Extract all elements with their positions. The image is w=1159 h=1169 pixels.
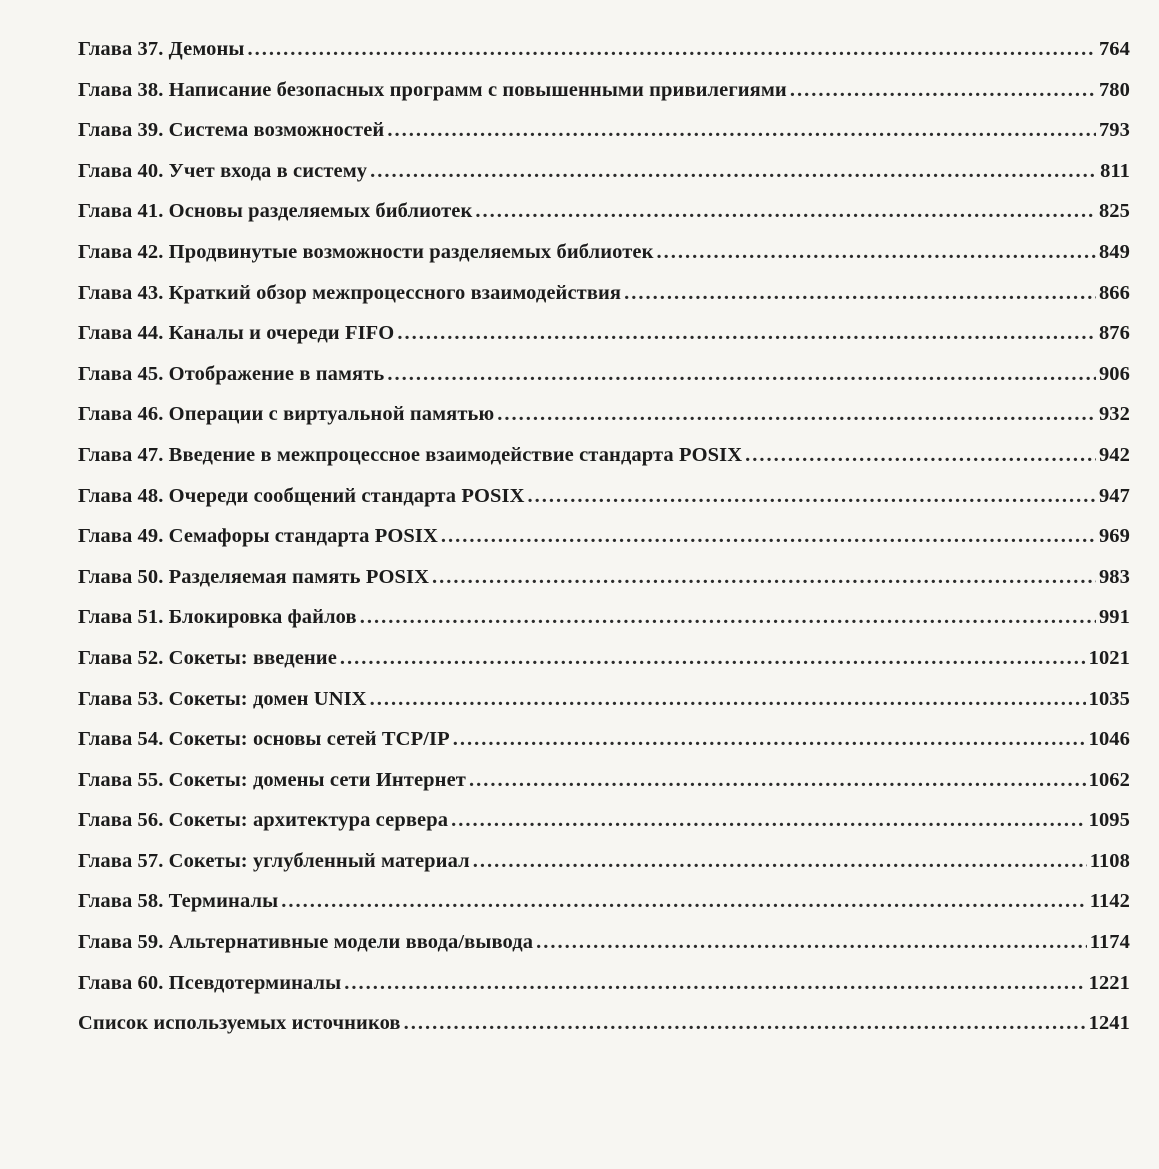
- toc-entry-ch55[interactable]: [78, 769, 1130, 810]
- toc-leader-dots: [790, 79, 1096, 102]
- toc-title: Глава 42. Продвинутые возможности разделяемых библиотек: [78, 240, 654, 263]
- table-of-contents: [78, 38, 1130, 1053]
- toc-title: Глава 37. Демоны: [78, 38, 245, 60]
- toc-title: Глава 49. Семафоры стандарта POSIX: [78, 525, 438, 548]
- toc-title: Глава 44. Каналы и очереди FIFO: [78, 322, 395, 345]
- toc-page-number: 1035: [1088, 687, 1130, 710]
- toc-entry-ch45[interactable]: [78, 363, 1130, 404]
- toc-leader-dots: [536, 931, 1087, 954]
- toc-leader-dots: [387, 119, 1096, 142]
- toc-title: Глава 55. Сокеты: домены сети Интернет: [78, 768, 466, 791]
- toc-page-number: 811: [1100, 159, 1130, 182]
- toc-page-number: 932: [1098, 403, 1130, 426]
- toc-leader-dots: [451, 809, 1086, 832]
- toc-leader-dots: [432, 566, 1096, 589]
- toc-title: Глава 54. Сокеты: основы сетей TCP/IP: [78, 728, 450, 751]
- toc-page-number: 1221: [1088, 971, 1130, 994]
- toc-page-number: 1095: [1088, 809, 1130, 832]
- toc-entry-ch57[interactable]: [78, 850, 1130, 891]
- toc-entry-ch54[interactable]: [78, 728, 1130, 769]
- toc-leader-dots: [745, 444, 1096, 467]
- toc-title: Глава 59. Альтернативные модели ввода/вывода: [78, 931, 534, 954]
- toc-leader-dots: [624, 282, 1096, 305]
- toc-entry-ch38[interactable]: [78, 79, 1130, 120]
- toc-entry-ch51[interactable]: [78, 606, 1130, 647]
- toc-page-number: 1062: [1088, 768, 1130, 791]
- toc-page-number: 1021: [1088, 646, 1130, 669]
- toc-leader-dots: [528, 485, 1096, 508]
- toc-entry-ch59[interactable]: [78, 931, 1130, 972]
- toc-leader-dots: [344, 972, 1085, 995]
- toc-entry-ch53[interactable]: [78, 688, 1130, 729]
- toc-title: Глава 58. Терминалы: [78, 890, 279, 913]
- toc-page-number: 991: [1098, 606, 1130, 629]
- toc-page-number: 983: [1098, 565, 1130, 588]
- toc-leader-dots: [360, 606, 1096, 629]
- toc-page-number: 1174: [1089, 931, 1130, 954]
- toc-leader-dots: [281, 890, 1087, 913]
- toc-leader-dots: [397, 322, 1096, 345]
- toc-page-number: 780: [1098, 78, 1130, 101]
- toc-title: Глава 48. Очереди сообщений стандарта POSIX: [78, 484, 525, 507]
- toc-page-number: 942: [1098, 443, 1130, 466]
- toc-leader-dots: [657, 241, 1096, 264]
- toc-title: Глава 56. Сокеты: архитектура сервера: [78, 809, 449, 832]
- toc-entry-ch60[interactable]: [78, 972, 1130, 1013]
- toc-leader-dots: [453, 728, 1086, 751]
- toc-title: Глава 45. Отображение в память: [78, 362, 385, 385]
- toc-page-number: 1046: [1088, 728, 1130, 751]
- toc-title: Глава 38. Написание безопасных программ с повышенными привилегиями: [78, 78, 787, 101]
- toc-title: Глава 50. Разделяемая память POSIX: [78, 565, 429, 588]
- toc-title: Глава 52. Сокеты: введение: [78, 646, 337, 669]
- toc-leader-dots: [469, 769, 1086, 792]
- toc-page-number: 764: [1098, 38, 1130, 60]
- toc-page-number: 1108: [1089, 849, 1130, 872]
- toc-page-number: 866: [1098, 281, 1130, 304]
- toc-title: Глава 40. Учет входа в систему: [78, 159, 368, 182]
- toc-leader-dots: [370, 160, 1097, 183]
- toc-page-number: 947: [1098, 484, 1130, 507]
- toc-title: Глава 53. Сокеты: домен UNIX: [78, 687, 367, 710]
- toc-title: Глава 43. Краткий обзор межпроцессного взаимодействия: [78, 281, 622, 304]
- toc-entry-ch37[interactable]: [78, 38, 1130, 79]
- toc-leader-dots: [497, 403, 1096, 426]
- toc-entry-ch46[interactable]: [78, 403, 1130, 444]
- toc-title: Глава 51. Блокировка файлов: [78, 606, 357, 629]
- toc-entry-ch47[interactable]: [78, 444, 1130, 485]
- toc-leader-dots: [340, 647, 1086, 670]
- toc-page-number: 906: [1098, 362, 1130, 385]
- toc-page-number: 825: [1098, 200, 1130, 223]
- toc-title: Список используемых источников: [78, 1012, 401, 1035]
- toc-title: Глава 41. Основы разделяемых библиотек: [78, 200, 473, 223]
- toc-entry-ch42[interactable]: [78, 241, 1130, 282]
- toc-page-number: 1142: [1089, 890, 1130, 913]
- toc-entry-ch56[interactable]: [78, 809, 1130, 850]
- toc-entry-references[interactable]: [78, 1012, 1130, 1053]
- toc-title: Глава 46. Операции с виртуальной памятью: [78, 403, 495, 426]
- toc-title: Глава 47. Введение в межпроцессное взаимодействие стандарта POSIX: [78, 443, 743, 466]
- toc-entry-ch44[interactable]: [78, 322, 1130, 363]
- toc-entry-ch52[interactable]: [78, 647, 1130, 688]
- toc-entry-ch49[interactable]: [78, 525, 1130, 566]
- toc-page-number: 1241: [1088, 1012, 1130, 1035]
- toc-page-number: 969: [1098, 525, 1130, 548]
- toc-entry-ch41[interactable]: [78, 200, 1130, 241]
- toc-entry-ch40[interactable]: [78, 160, 1130, 201]
- toc-title: Глава 39. Система возможностей: [78, 119, 385, 142]
- toc-page-number: 793: [1098, 119, 1130, 142]
- toc-entry-ch48[interactable]: [78, 485, 1130, 526]
- toc-entry-ch50[interactable]: [78, 566, 1130, 607]
- toc-leader-dots: [404, 1012, 1086, 1035]
- toc-entry-ch43[interactable]: [78, 282, 1130, 323]
- toc-leader-dots: [475, 200, 1096, 223]
- toc-title: Глава 60. Псевдотерминалы: [78, 971, 342, 994]
- toc-page-number: 849: [1098, 240, 1130, 263]
- toc-leader-dots: [441, 525, 1096, 548]
- toc-leader-dots: [248, 38, 1096, 61]
- toc-entry-ch58[interactable]: [78, 890, 1130, 931]
- toc-leader-dots: [370, 688, 1086, 711]
- toc-leader-dots: [387, 363, 1096, 386]
- toc-title: Глава 57. Сокеты: углубленный материал: [78, 849, 470, 872]
- toc-page-number: 876: [1098, 322, 1130, 345]
- toc-entry-ch39[interactable]: [78, 119, 1130, 160]
- toc-leader-dots: [473, 850, 1087, 873]
